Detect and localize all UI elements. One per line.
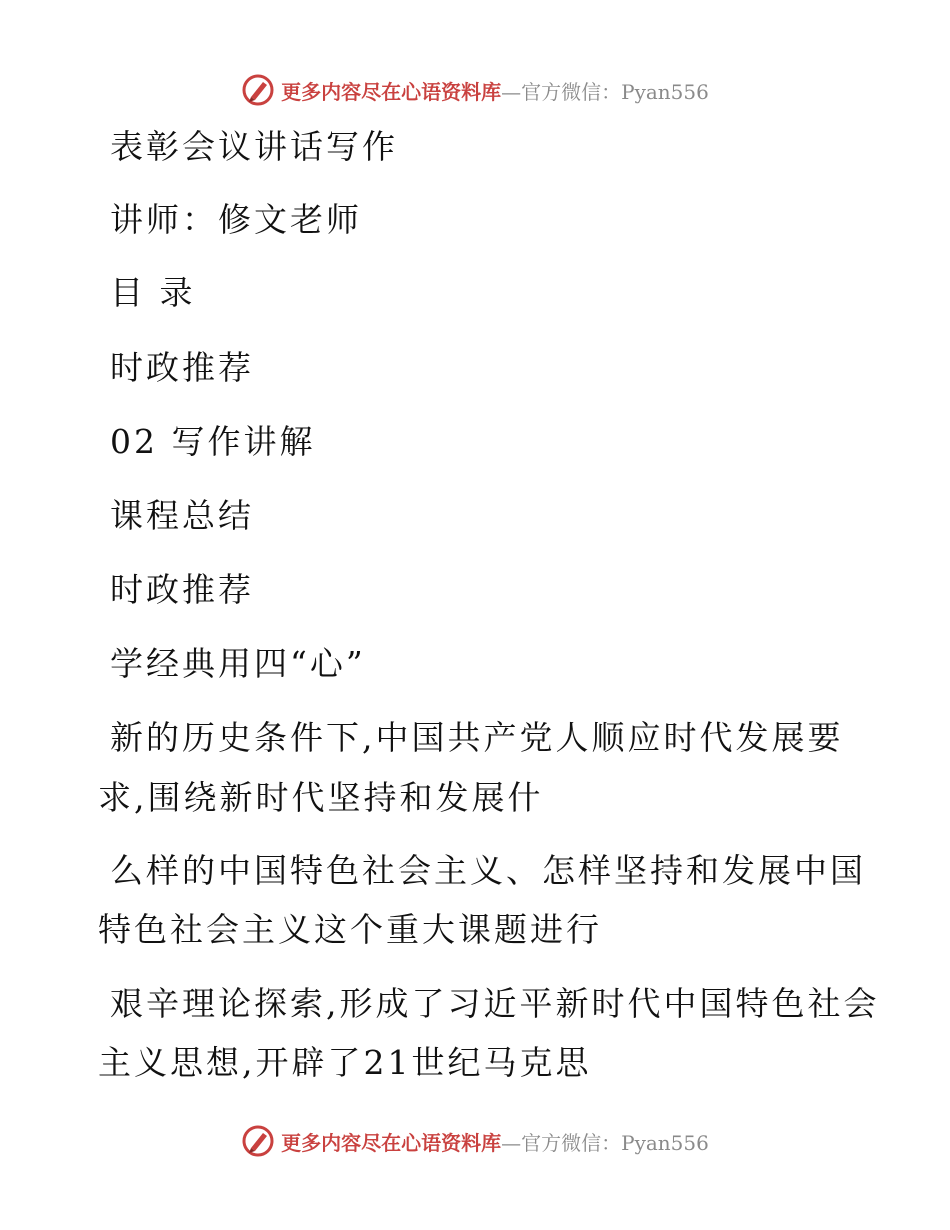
pen-seal-icon xyxy=(241,73,275,107)
section-subheading: 学经典用四“心” xyxy=(110,644,366,683)
paragraph-line: 么样的中国特色社会主义、怎样坚持和发展中国 xyxy=(110,851,866,890)
watermark-grey-text: —官方微信：Pyan556 xyxy=(501,1130,709,1155)
watermark-red-text: 更多内容尽在心语资料库 xyxy=(281,1130,502,1155)
watermark-red-text: 更多内容尽在心语资料库 xyxy=(281,79,502,104)
section-heading: 时政推荐 xyxy=(110,570,254,609)
footer-watermark xyxy=(0,1121,950,1161)
lecturer-line: 讲师：修文老师 xyxy=(110,200,362,239)
watermark-text xyxy=(281,76,709,105)
toc-item: 课程总结 xyxy=(110,496,254,535)
paragraph-line: 特色社会主义这个重大课题进行 xyxy=(98,910,602,949)
toc-item: 时政推荐 xyxy=(110,348,254,387)
paragraph-line: 艰辛理论探索,形成了习近平新时代中国特色社会 xyxy=(110,984,880,1023)
watermark-text xyxy=(281,1127,709,1156)
toc-heading: 目 录 xyxy=(110,273,196,312)
header-watermark xyxy=(0,70,950,110)
watermark-grey-text: —官方微信：Pyan556 xyxy=(501,79,709,104)
toc-item: 02 写作讲解 xyxy=(110,422,316,461)
pen-seal-icon xyxy=(241,1124,275,1158)
paragraph-line: 新的历史条件下,中国共产党人顺应时代发展要 xyxy=(110,718,844,757)
paragraph-line: 求,围绕新时代坚持和发展什 xyxy=(98,778,544,817)
document-title: 表彰会议讲话写作 xyxy=(110,127,398,166)
paragraph-line: 主义思想,开辟了21世纪马克思 xyxy=(98,1043,592,1082)
